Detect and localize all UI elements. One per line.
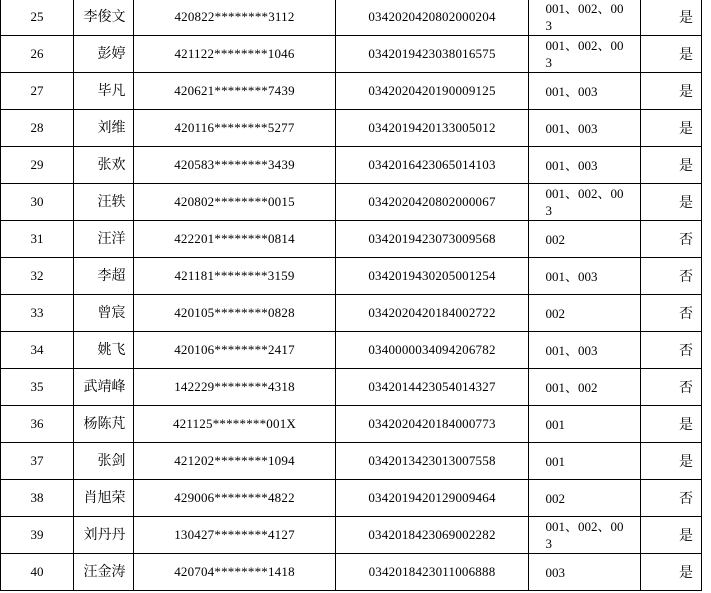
pass-status-cell xyxy=(641,147,702,184)
certificate-number-cell xyxy=(336,517,529,554)
row-number: 34 xyxy=(30,342,44,357)
subjects: 002 xyxy=(545,305,565,321)
subjects: 001、003 xyxy=(545,342,598,358)
subjects: 002 xyxy=(545,231,565,247)
row-number: 33 xyxy=(30,305,44,320)
table-row xyxy=(1,258,702,295)
id-number-cell xyxy=(134,480,336,517)
candidate-name: 曾宸 xyxy=(97,305,126,321)
pass-status: 否 xyxy=(679,232,693,248)
candidate-name: 李超 xyxy=(97,268,126,284)
candidate-name: 杨陈芃 xyxy=(83,416,126,432)
certificate-number: 0342019430205001254 xyxy=(368,268,496,283)
id-number: 420116********5277 xyxy=(174,120,295,135)
row-number-cell xyxy=(1,221,74,258)
pass-status: 否 xyxy=(679,491,693,507)
subjects-cell xyxy=(529,110,641,147)
row-number-cell xyxy=(1,369,74,406)
pass-status-cell xyxy=(641,369,702,406)
certificate-number: 0342013423013007558 xyxy=(368,453,496,468)
subjects-cell xyxy=(529,258,641,295)
id-number-cell xyxy=(134,221,336,258)
table-row xyxy=(1,369,702,406)
candidate-name-cell xyxy=(74,480,134,517)
subjects-cell xyxy=(529,332,641,369)
row-number-cell xyxy=(1,184,74,221)
subjects: 002 xyxy=(545,490,565,506)
row-number-cell xyxy=(1,406,74,443)
table-row xyxy=(1,147,702,184)
pass-status: 是 xyxy=(679,454,693,470)
pass-status-cell xyxy=(641,332,702,369)
id-number: 142229********4318 xyxy=(174,379,295,394)
certificate-number-cell xyxy=(336,258,529,295)
row-number-cell xyxy=(1,73,74,110)
id-number: 429006********4822 xyxy=(174,490,295,505)
row-number-cell xyxy=(1,517,74,554)
row-number: 30 xyxy=(30,194,44,209)
row-number-cell xyxy=(1,147,74,184)
row-number-cell xyxy=(1,110,74,147)
table-row xyxy=(1,443,702,480)
certificate-number: 0342019420129009464 xyxy=(368,490,496,505)
id-number-cell xyxy=(134,554,336,591)
subjects: 001、002、003 xyxy=(545,186,624,218)
pass-status: 是 xyxy=(679,195,693,211)
subjects: 001、002 xyxy=(545,379,598,395)
pass-status-cell xyxy=(641,184,702,221)
pass-status-cell xyxy=(641,554,702,591)
candidate-name: 刘维 xyxy=(97,120,126,136)
pass-status: 是 xyxy=(679,84,693,100)
subjects-cell xyxy=(529,369,641,406)
subjects: 001、002、003 xyxy=(545,519,624,551)
id-number: 420802********0015 xyxy=(174,194,295,209)
subjects: 001、003 xyxy=(545,268,598,284)
subjects-cell xyxy=(529,443,641,480)
subjects: 001 xyxy=(545,453,565,469)
id-number-cell xyxy=(134,517,336,554)
certificate-number: 0342018423011006888 xyxy=(368,564,496,579)
subjects-cell xyxy=(529,554,641,591)
row-number-cell xyxy=(1,0,74,36)
certificate-number: 0342018423069002282 xyxy=(368,527,496,542)
table-row xyxy=(1,184,702,221)
candidate-name: 彭婷 xyxy=(97,46,126,62)
table-row xyxy=(1,295,702,332)
subjects-cell xyxy=(529,295,641,332)
candidate-name-cell xyxy=(74,73,134,110)
row-number: 31 xyxy=(30,231,44,246)
certificate-number-cell xyxy=(336,295,529,332)
certificate-number-cell xyxy=(336,0,529,36)
id-number: 420106********2417 xyxy=(174,342,295,357)
row-number-cell xyxy=(1,480,74,517)
pass-status: 否 xyxy=(679,380,693,396)
id-number: 420621********7439 xyxy=(174,83,295,98)
row-number: 35 xyxy=(30,379,44,394)
row-number-cell xyxy=(1,258,74,295)
subjects-cell xyxy=(529,517,641,554)
pass-status: 是 xyxy=(679,417,693,433)
candidate-name: 姚飞 xyxy=(97,342,126,358)
certificate-number-cell xyxy=(336,147,529,184)
id-number-cell xyxy=(134,295,336,332)
certificate-number-cell xyxy=(336,554,529,591)
table-row xyxy=(1,480,702,517)
pass-status: 是 xyxy=(679,565,693,581)
candidate-name: 张剑 xyxy=(97,453,126,469)
row-number-cell xyxy=(1,36,74,73)
candidate-name: 李俊文 xyxy=(83,9,126,25)
pass-status-cell xyxy=(641,443,702,480)
table-row xyxy=(1,517,702,554)
certificate-number-cell xyxy=(336,184,529,221)
candidate-name: 汪洋 xyxy=(97,231,126,247)
certificate-number: 0342020420184002722 xyxy=(368,305,496,320)
row-number-cell xyxy=(1,554,74,591)
certificate-number-cell xyxy=(336,480,529,517)
id-number-cell xyxy=(134,406,336,443)
candidate-name-cell xyxy=(74,517,134,554)
table-row xyxy=(1,554,702,591)
id-number-cell xyxy=(134,443,336,480)
id-number: 422201********0814 xyxy=(174,231,295,246)
pass-status-cell xyxy=(641,0,702,36)
subjects-cell xyxy=(529,36,641,73)
candidate-name-cell xyxy=(74,36,134,73)
id-number: 421125********001X xyxy=(172,416,296,431)
id-number: 421181********3159 xyxy=(174,268,295,283)
candidate-name-cell xyxy=(74,443,134,480)
table-row xyxy=(1,221,702,258)
candidate-name: 刘丹丹 xyxy=(83,527,126,543)
subjects: 001 xyxy=(545,416,565,432)
table-row xyxy=(1,73,702,110)
subjects-cell xyxy=(529,184,641,221)
certificate-number: 0342020420802000204 xyxy=(368,9,496,24)
pass-status-cell xyxy=(641,110,702,147)
certificate-number: 0342014423054014327 xyxy=(368,379,496,394)
certificate-number: 0342020420802000067 xyxy=(368,194,496,209)
certificate-number-cell xyxy=(336,36,529,73)
id-number: 420704********1418 xyxy=(174,564,295,579)
certificate-number: 0342020420190009125 xyxy=(368,83,496,98)
subjects: 001、003 xyxy=(545,157,598,173)
pass-status: 否 xyxy=(679,343,693,359)
id-number-cell xyxy=(134,73,336,110)
pass-status: 是 xyxy=(679,10,693,26)
pass-status-cell xyxy=(641,36,702,73)
certificate-number-cell xyxy=(336,221,529,258)
candidate-name-cell xyxy=(74,221,134,258)
table-row xyxy=(1,0,702,36)
row-number: 32 xyxy=(30,268,44,283)
row-number: 36 xyxy=(30,416,44,431)
certificate-number: 0342016423065014103 xyxy=(368,157,496,172)
row-number: 27 xyxy=(30,83,44,98)
subjects: 001、003 xyxy=(545,83,598,99)
row-number-cell xyxy=(1,295,74,332)
row-number: 37 xyxy=(30,453,44,468)
candidate-name: 汪轶 xyxy=(97,194,126,210)
row-number: 38 xyxy=(30,490,44,505)
subjects: 003 xyxy=(545,564,565,580)
id-number-cell xyxy=(134,147,336,184)
candidate-name-cell xyxy=(74,554,134,591)
subjects: 001、002、003 xyxy=(545,38,624,70)
id-number-cell xyxy=(134,0,336,36)
candidate-name-cell xyxy=(74,295,134,332)
candidate-name-cell xyxy=(74,332,134,369)
certificate-number-cell xyxy=(336,406,529,443)
row-number: 39 xyxy=(30,527,44,542)
table-row xyxy=(1,406,702,443)
pass-status: 是 xyxy=(679,47,693,63)
id-number: 420583********3439 xyxy=(174,157,295,172)
row-number-cell xyxy=(1,443,74,480)
candidate-name: 毕凡 xyxy=(97,83,126,99)
certificate-number-cell xyxy=(336,73,529,110)
pass-status-cell xyxy=(641,221,702,258)
pass-status: 是 xyxy=(679,121,693,137)
pass-status-cell xyxy=(641,406,702,443)
row-number-cell xyxy=(1,332,74,369)
pass-status: 是 xyxy=(679,528,693,544)
subjects: 001、002、003 xyxy=(545,1,624,33)
row-number: 25 xyxy=(30,9,44,24)
certificate-number-cell xyxy=(336,443,529,480)
certificate-number-cell xyxy=(336,332,529,369)
subjects-cell xyxy=(529,406,641,443)
id-number-cell xyxy=(134,332,336,369)
pass-status: 否 xyxy=(679,306,693,322)
candidate-name: 肖旭荣 xyxy=(83,490,126,506)
candidate-name-cell xyxy=(74,110,134,147)
id-number-cell xyxy=(134,258,336,295)
certificate-number: 0342019420133005012 xyxy=(368,120,496,135)
row-number: 29 xyxy=(30,157,44,172)
id-number: 421202********1094 xyxy=(174,453,295,468)
pass-status: 是 xyxy=(679,158,693,174)
table-row xyxy=(1,332,702,369)
certificate-number-cell xyxy=(336,369,529,406)
row-number: 40 xyxy=(30,564,44,579)
id-number-cell xyxy=(134,36,336,73)
certificate-number: 0342020420184000773 xyxy=(368,416,496,431)
pass-status-cell xyxy=(641,517,702,554)
candidate-name-cell xyxy=(74,184,134,221)
subjects: 001、003 xyxy=(545,120,598,136)
row-number: 26 xyxy=(30,46,44,61)
subjects-cell xyxy=(529,73,641,110)
id-number: 420105********0828 xyxy=(174,305,295,320)
candidate-name-cell xyxy=(74,0,134,36)
subjects-cell xyxy=(529,480,641,517)
subjects-cell xyxy=(529,221,641,258)
pass-status-cell xyxy=(641,258,702,295)
candidate-name: 张欢 xyxy=(97,157,126,173)
pass-status-cell xyxy=(641,295,702,332)
certificate-number-cell xyxy=(336,110,529,147)
table-body xyxy=(1,0,702,591)
id-number-cell xyxy=(134,110,336,147)
subjects-cell xyxy=(529,147,641,184)
candidate-name: 汪金涛 xyxy=(83,564,126,580)
pass-status-cell xyxy=(641,73,702,110)
table-row xyxy=(1,110,702,147)
pass-status-cell xyxy=(641,480,702,517)
id-number: 420822********3112 xyxy=(174,9,295,24)
id-number-cell xyxy=(134,369,336,406)
candidate-name-cell xyxy=(74,258,134,295)
id-number: 421122********1046 xyxy=(174,46,295,61)
pass-status: 否 xyxy=(679,269,693,285)
candidate-name: 武靖峰 xyxy=(83,379,126,395)
id-number-cell xyxy=(134,184,336,221)
id-number: 130427********4127 xyxy=(174,527,295,542)
certificate-number: 0342019423038016575 xyxy=(368,46,496,61)
row-number: 28 xyxy=(30,120,44,135)
certificate-number: 0340000034094206782 xyxy=(368,342,496,357)
subjects-cell xyxy=(529,0,641,36)
candidate-name-cell xyxy=(74,147,134,184)
table-row xyxy=(1,36,702,73)
candidate-name-cell xyxy=(74,406,134,443)
certificate-number: 0342019423073009568 xyxy=(368,231,496,246)
candidate-name-cell xyxy=(74,369,134,406)
